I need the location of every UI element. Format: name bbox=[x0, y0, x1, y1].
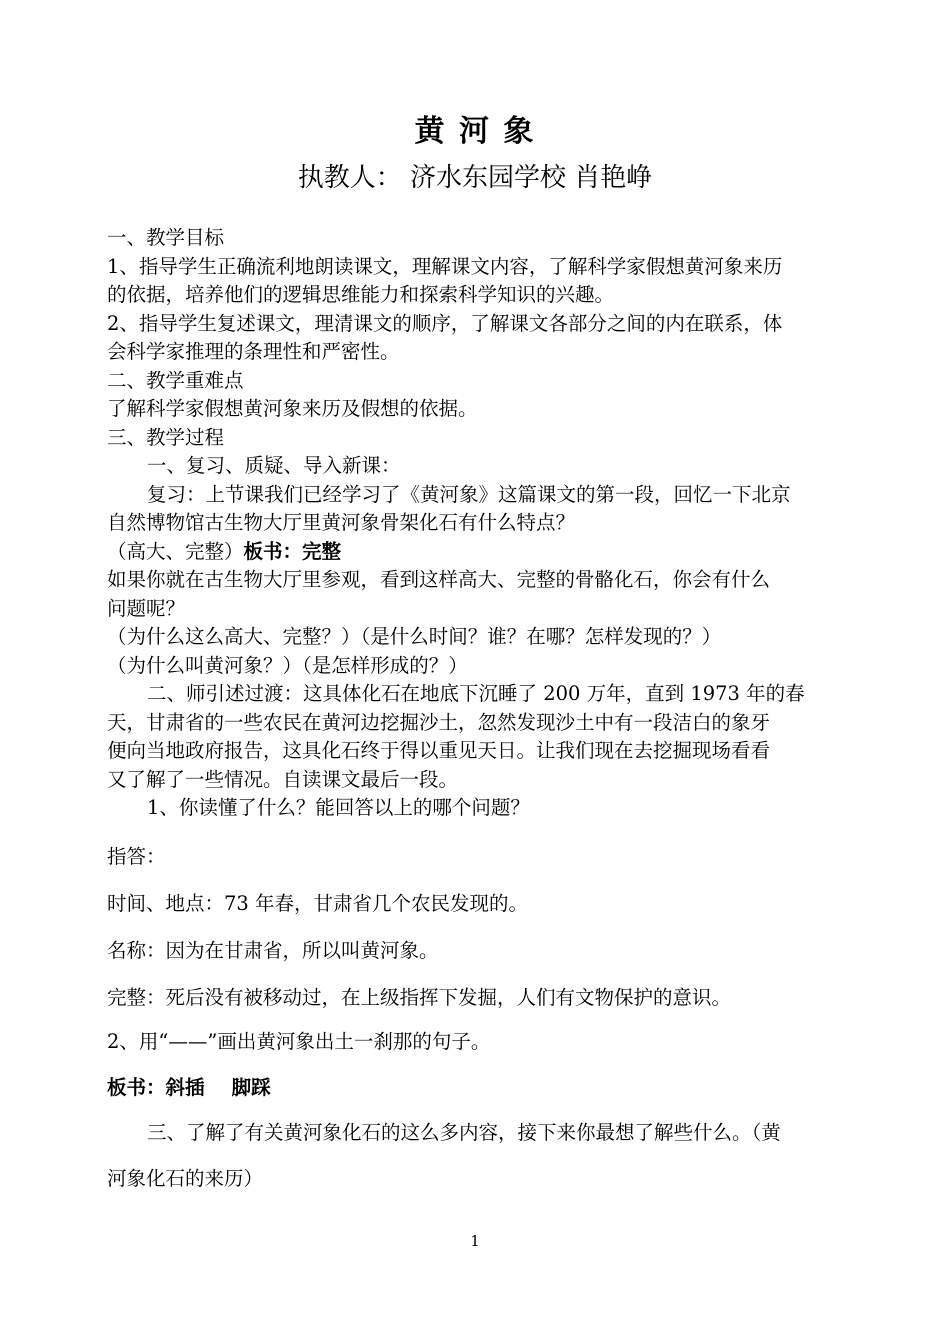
paragraph-line: 又了解了一些情况。自读课文最后一段。 bbox=[107, 767, 459, 791]
board-note: 板书：完整 bbox=[243, 539, 342, 563]
paragraph-line: 如果你就在古生物大厅里参观，看到这样高大、完整的骨骼化石，你会有什么 bbox=[107, 568, 771, 591]
complete-line: 完整：死后没有被移动过，在上级指挥下发掘，人们有文物保护的意识。 bbox=[107, 986, 732, 1009]
heading-key-points: 二、教学重难点 bbox=[107, 368, 244, 392]
underline-task-line: 2、用“——”画出黄河象出土一刹那的句子。 bbox=[107, 1030, 491, 1053]
paragraph-line: 2、指导学生复述课文，理清课文的顺序，了解课文各部分之间的内在联系，体 bbox=[107, 311, 783, 335]
time-place-line: 时间、地点：73 年春，甘肃省几个农民发现的。 bbox=[107, 892, 529, 915]
paragraph-line: 复习：上节课我们已经学习了《黄河象》这篇课文的第一段，回忆一下北京 bbox=[147, 482, 791, 506]
page-number: 1 bbox=[470, 1232, 480, 1250]
sub-heading-review: 一、复习、质疑、导入新课： bbox=[147, 454, 401, 477]
paragraph-line: 便向当地政府报告，这具化石终于得以重见天日。让我们现在去挖掘现场看看 bbox=[107, 739, 771, 762]
teacher-line: 执教人： 济水东园学校 肖艳峥 bbox=[297, 163, 653, 193]
zhida-line: 指答： bbox=[107, 845, 166, 868]
part3-line: 三、了解了有关黄河象化石的这么多内容，接下来你最想了解些什么。（黄 bbox=[147, 1121, 781, 1144]
heading-process: 三、教学过程 bbox=[107, 425, 225, 449]
question-line: （为什么叫黄河象？）（是怎样形成的？） bbox=[107, 653, 468, 677]
answer-paren: （高大、完整） bbox=[107, 539, 244, 563]
board-note-2: 板书：斜插 脚踩 bbox=[107, 1076, 271, 1099]
paragraph-line: 的依据，培养他们的逻辑思维能力和探索科学知识的兴趣。 bbox=[107, 283, 615, 306]
document-title: 黄 河 象 bbox=[414, 114, 536, 149]
paragraph-line: 天，甘肃省的一些农民在黄河边挖掘沙土，忽然发现沙土中有一段洁白的象牙 bbox=[107, 710, 771, 734]
answer-line bbox=[107, 538, 847, 567]
objectives-section bbox=[107, 224, 847, 823]
paragraph-line: 自然博物馆古生物大厅里黄河象骨架化石有什么特点？ bbox=[107, 511, 576, 534]
paragraph-line: 会科学家推理的条理性和严密性。 bbox=[107, 340, 400, 363]
paragraph-line: 问题呢？ bbox=[107, 596, 186, 620]
heading-objectives: 一、教学目标 bbox=[107, 226, 225, 249]
question-line: （为什么这么高大、完整？）（是什么时间？谁？在哪？怎样发现的？） bbox=[107, 625, 722, 648]
part3-line-cont: 河象化石的来历） bbox=[107, 1167, 264, 1190]
name-line: 名称：因为在甘肃省，所以叫黄河象。 bbox=[107, 939, 439, 962]
paragraph-line: 1、你读懂了什么？能回答以上的哪个问题？ bbox=[147, 796, 530, 819]
paragraph-line: 二、师引述过渡：这具体化石在地底下沉睡了 200 万年，直到 1973 年的春 bbox=[147, 682, 805, 705]
paragraph-line: 1、指导学生正确流利地朗读课文，理解课文内容，了解科学家假想黄河象来历 bbox=[107, 254, 783, 278]
paragraph-line: 了解科学家假想黄河象来历及假想的依据。 bbox=[107, 397, 478, 420]
